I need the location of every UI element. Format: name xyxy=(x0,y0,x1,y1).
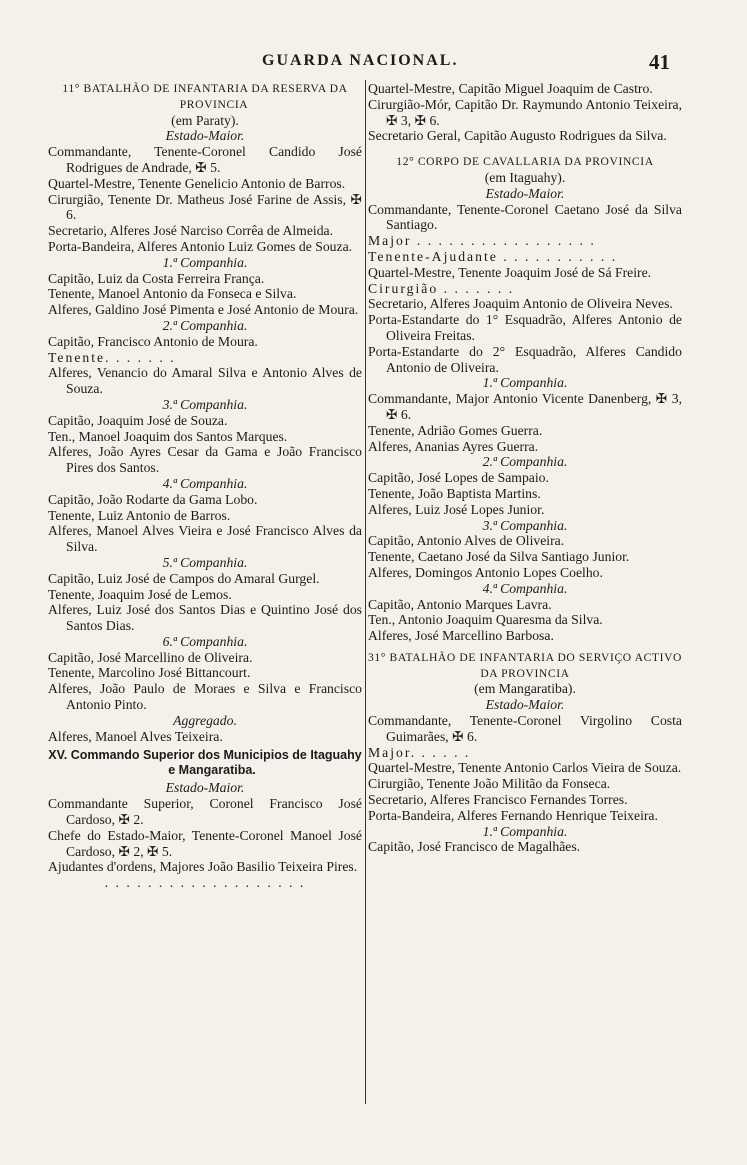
left-entry: Commandante Superior, Coronel Francisco José Cardoso, ✠ 2. xyxy=(48,796,362,828)
left-subheading: 6.ª Companhia. xyxy=(162,633,248,649)
right-entry: Commandante, Tenente-Coronel Virgolino Costa Guimarães, ✠ 6. xyxy=(368,713,682,744)
left-entry: Ajudantes d'ordens, Majores João Basilio Teixeira Pires. xyxy=(48,859,358,875)
left-entry: Capitão, Luiz José de Campos do Amaral Gurgel. xyxy=(48,570,320,586)
left-entry: Secretario, Alferes José Narciso Corrêa de Almeida. xyxy=(48,223,334,239)
right-entry: Capitão, José Lopes de Sampaio. xyxy=(368,470,549,486)
page-number: 41 xyxy=(649,50,670,74)
right-section-heading: 12° CORPO DE CAVALLARIA DA PROVINCIA xyxy=(396,155,654,169)
left-entry: Quartel-Mestre, Tenente Genelicio Antonio de Barros. xyxy=(48,175,346,191)
right-entry: Porta-Estandarte do 2° Esquadrão, Alferes Candido Antonio de Oliveira. xyxy=(368,343,682,375)
left-entry: Alferes, Manoel Alves Teixeira. xyxy=(48,728,223,744)
left-entry: Tenente, Luiz Antonio de Barros. xyxy=(48,507,231,523)
column-rule xyxy=(365,80,366,1104)
running-head xyxy=(0,50,747,76)
right-entry: Cirurgião, Tenente João Militão da Fonseca. xyxy=(368,776,611,792)
left-entry: Alferes, João Paulo de Moraes e Silva e Francisco Antonio Pinto. xyxy=(48,681,362,713)
left-subheading: Aggregado. xyxy=(173,712,237,728)
right-entry: Commandante, Major Antonio Vicente Danenberg, ✠ 3, ✠ 6. xyxy=(368,391,682,422)
right-subheading: 4.ª Companhia. xyxy=(482,580,568,596)
right-subheading: 3.ª Companhia. xyxy=(482,517,568,533)
right-entry: Alferes, José Marcellino Barbosa. xyxy=(368,628,554,644)
left-entry: Porta-Bandeira, Alferes Antonio Luiz Gomes de Souza. xyxy=(48,238,353,254)
right-entry: Quartel-Mestre, Tenente Antonio Carlos Vieira de Souza. xyxy=(368,760,682,776)
left-entry: Capitão, João Rodarte da Gama Lobo. xyxy=(48,491,258,507)
right-entry: Alferes, Luiz José Lopes Junior. xyxy=(368,501,545,517)
right-subheading: Estado-Maior. xyxy=(485,697,565,713)
right-entry: Secretario, Alferes Joaquim Antonio de Oliveira Neves. xyxy=(368,296,673,312)
left-entry: Capitão, Joaquim José de Souza. xyxy=(48,412,228,428)
right-entry: Major. . . . . . xyxy=(368,744,471,760)
left-entry: Tenente, Manoel Antonio da Fonseca e Silva. xyxy=(48,286,297,302)
left-entry: Alferes, Galdino José Pimenta e José Antonio de Moura. xyxy=(48,302,359,318)
left-entry: Tenente. . . . . . . xyxy=(48,349,176,365)
right-entry: Alferes, Ananias Ayres Guerra. xyxy=(368,438,539,454)
right-entry: Secretario, Alferes Francisco Fernandes Torres. xyxy=(368,792,628,808)
right-entry: Quartel-Mestre, Tenente Joaquim José de Sá Freire. xyxy=(368,264,652,280)
left-entry: Capitão, José Marcellino de Oliveira. xyxy=(48,649,253,665)
left-entry: Commandante, Tenente-Coronel Candido José Rodrigues de Andrade, ✠ 5. xyxy=(48,144,362,175)
running-title: GUARDA NACIONAL. xyxy=(262,52,459,69)
right-entry: Cirurgião . . . . . . . xyxy=(368,280,515,296)
right-entry: Secretario Geral, Capitão Augusto Rodrigues da Silva. xyxy=(368,128,667,144)
left-location-line: (em Paraty). xyxy=(171,112,239,128)
right-subheading: 1.ª Companhia. xyxy=(482,375,568,391)
left-column xyxy=(48,81,362,891)
right-subheading: 1.ª Companhia. xyxy=(482,823,568,839)
left-location-line: . . . . . . . . . . . . . . . . . . . xyxy=(104,875,306,891)
right-entry: Porta-Bandeira, Alferes Fernando Henrique Teixeira. xyxy=(368,807,658,823)
right-entry: Quartel-Mestre, Capitão Miguel Joaquim de Castro. xyxy=(368,81,653,96)
left-entry: Capitão, Francisco Antonio de Moura. xyxy=(48,333,258,349)
right-entry: Alferes, Domingos Antonio Lopes Coelho. xyxy=(368,564,603,580)
left-entry: Alferes, Venancio do Amaral Silva e Antonio Alves de Souza. xyxy=(48,365,362,397)
left-entry: Alferes, Manoel Alves Vieira e José Francisco Alves da Silva. xyxy=(48,523,362,555)
left-subheading: 5.ª Companhia. xyxy=(162,554,248,570)
left-entry: Cirurgião, Tenente Dr. Matheus José Farine de Assis, ✠ 6. xyxy=(48,191,362,223)
right-entry: Commandante, Tenente-Coronel Caetano José da Silva Santiago. xyxy=(368,201,682,233)
right-entry: Tenente-Ajudante . . . . . . . . . . . xyxy=(368,248,618,264)
left-entry: Tenente, Marcolino José Bittancourt. xyxy=(48,665,251,681)
left-subheading: 2.ª Companhia. xyxy=(162,317,248,333)
left-subheading: 1.ª Companhia. xyxy=(162,254,248,270)
left-entry: Capitão, Luiz da Costa Ferreira França. xyxy=(48,270,265,286)
right-entry: Tenente, Caetano José da Silva Santiago Junior. xyxy=(368,549,630,565)
right-entry: Capitão, Antonio Marques Lavra. xyxy=(368,596,552,612)
right-subheading: 2.ª Companhia. xyxy=(482,454,568,470)
right-subheading: Estado-Maior. xyxy=(485,185,565,201)
left-subheading: Estado-Maior. xyxy=(165,780,245,796)
right-location-line: (em Mangaratiba). xyxy=(474,681,576,697)
right-entry: Capitão, José Francisco de Magalhães. xyxy=(368,839,581,855)
right-location-line: (em Itaguahy). xyxy=(484,169,566,185)
right-entry: Cirurgião-Mór, Capitão Dr. Raymundo Antonio Teixeira, ✠ 3, ✠ 6. xyxy=(368,96,682,128)
right-entry: Porta-Estandarte do 1° Esquadrão, Alferes Antonio de Oliveira Freitas. xyxy=(368,312,682,343)
right-entry: Ten., Antonio Joaquim Quaresma da Silva. xyxy=(368,612,603,628)
left-subheading: 4.ª Companhia. xyxy=(162,475,248,491)
right-entry: Tenente, João Baptista Martins. xyxy=(368,485,541,501)
left-entry: Chefe do Estado-Maior, Tenente-Coronel Manoel José Cardoso, ✠ 2, ✠ 5. xyxy=(48,827,362,859)
right-entry: Major . . . . . . . . . . . . . . . . . xyxy=(368,233,596,249)
right-entry: Capitão, Antonio Alves de Oliveira. xyxy=(368,533,565,549)
left-section-heading: XV. Commando Superior dos Municipios de Itaguahy e Mangaratiba. xyxy=(48,748,362,778)
right-column xyxy=(368,81,682,855)
right-entry: Tenente, Adrião Gomes Guerra. xyxy=(368,422,543,438)
right-section-heading: 31° BATALHÃO DE INFANTARIA DO SERVIÇO ACTIVO DA PROVINCIA xyxy=(368,650,683,680)
left-subheading: Estado-Maior. xyxy=(165,128,245,144)
left-entry: Ten., Manoel Joaquim dos Santos Marques. xyxy=(48,428,288,444)
left-section-heading: 11° BATALHÃO DE INFANTARIA DA RESERVA DA PROVINCIA xyxy=(62,82,348,111)
left-entry: Alferes, Luiz José dos Santos Dias e Quintino José dos Santos Dias. xyxy=(48,602,362,634)
left-subheading: 3.ª Companhia. xyxy=(162,396,248,412)
left-entry: Tenente, Joaquim José de Lemos. xyxy=(48,586,232,602)
left-entry: Alferes, João Ayres Cesar da Gama e João Francisco Pires dos Santos. xyxy=(48,444,362,476)
